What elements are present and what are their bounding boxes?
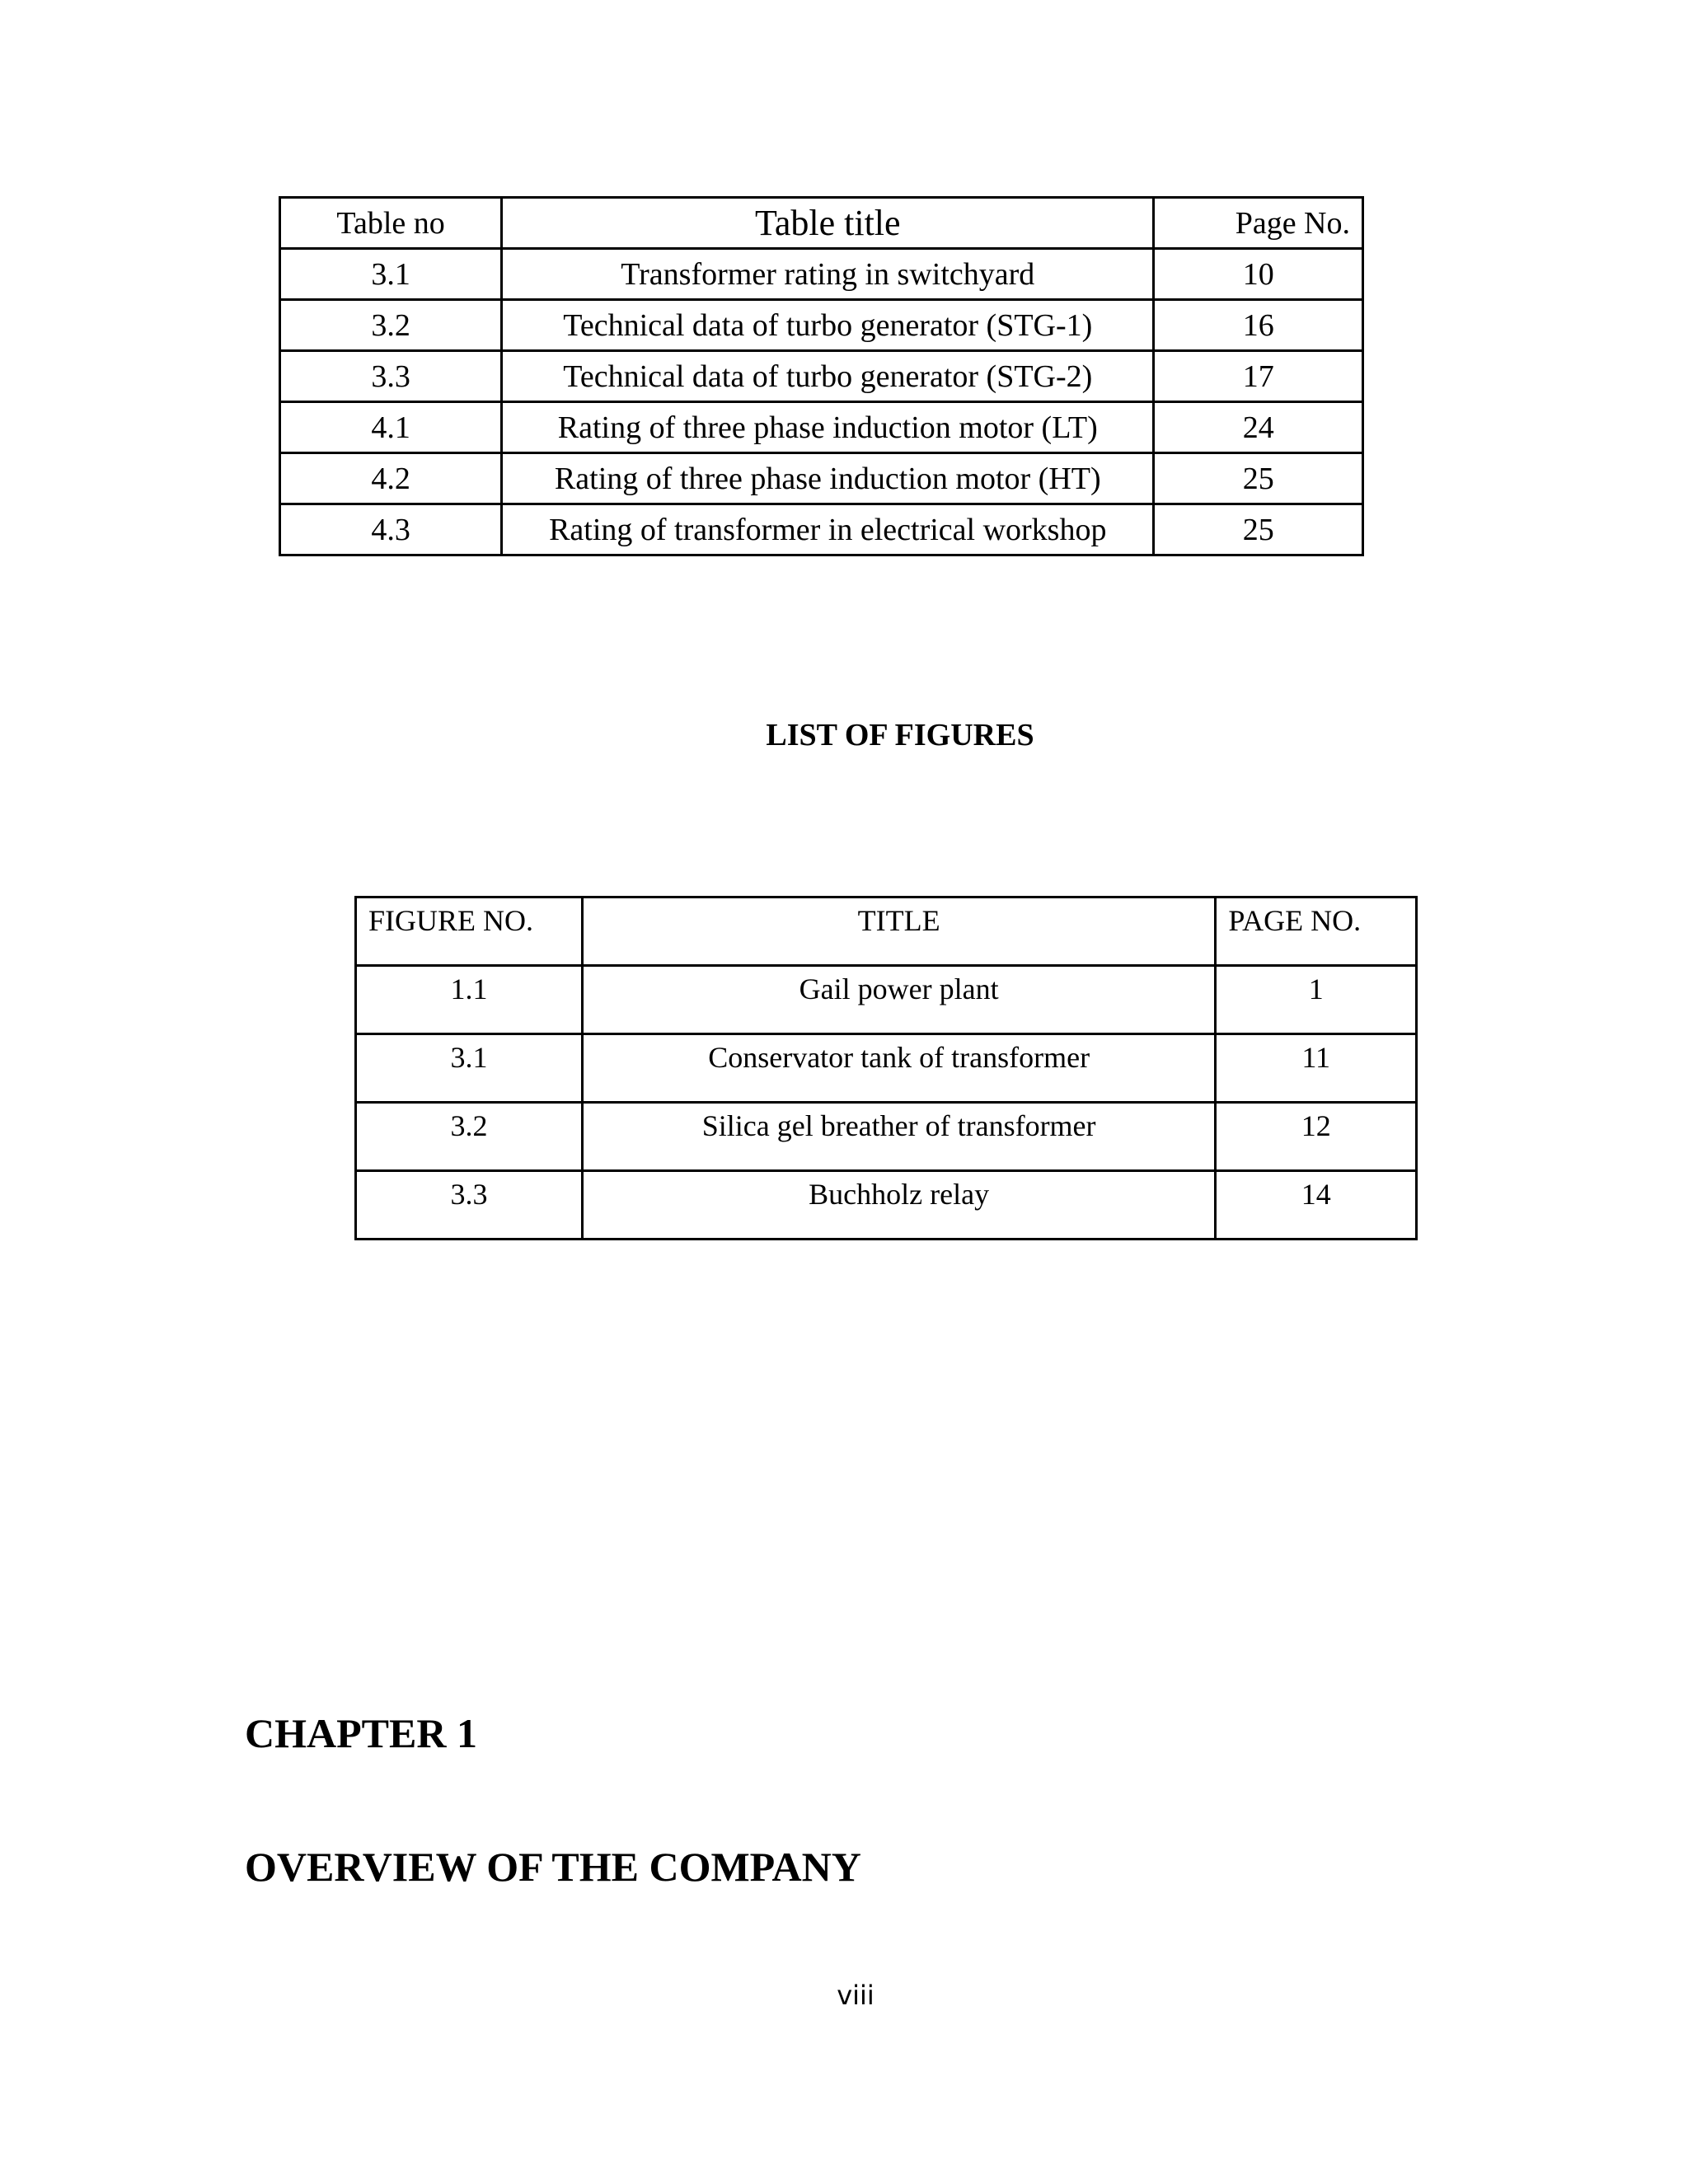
figures-header-row: [356, 898, 1417, 966]
table-page: 17: [1154, 351, 1363, 402]
header-figure-no: FIGURE NO.: [356, 898, 583, 966]
table-number: 3.2: [280, 300, 502, 351]
header-title: TITLE: [582, 898, 1216, 966]
figure-page: 1: [1216, 966, 1417, 1034]
table-row: [280, 249, 1363, 300]
header-page-no: PAGE NO.: [1216, 898, 1417, 966]
figure-title: Buchholz relay: [582, 1171, 1216, 1240]
chapter-number: CHAPTER 1: [245, 1710, 477, 1756]
figure-row: [356, 1103, 1417, 1171]
figure-number: 3.1: [356, 1034, 583, 1103]
figure-page: 11: [1216, 1034, 1417, 1103]
figure-title: Conservator tank of transformer: [582, 1034, 1216, 1103]
table-number: 4.2: [280, 453, 502, 504]
header-table-title: Table title: [502, 198, 1154, 249]
table-page: 25: [1154, 504, 1363, 555]
list-of-figures: [354, 896, 1418, 1240]
figure-page: 12: [1216, 1103, 1417, 1171]
header-table-no: Table no: [280, 198, 502, 249]
table-header-row: [280, 198, 1363, 249]
table-title: Technical data of turbo generator (STG-1): [502, 300, 1154, 351]
table-page: 24: [1154, 402, 1363, 453]
figure-row: [356, 1171, 1417, 1240]
chapter-title: OVERVIEW OF THE COMPANY: [245, 1844, 861, 1890]
figure-title: Silica gel breather of transformer: [582, 1103, 1216, 1171]
table-page: 25: [1154, 453, 1363, 504]
figure-title: Gail power plant: [582, 966, 1216, 1034]
table-number: 3.3: [280, 351, 502, 402]
table-row: [280, 504, 1363, 555]
table-title: Rating of three phase induction motor (LT): [502, 402, 1154, 453]
figure-row: [356, 1034, 1417, 1103]
table-row: [280, 453, 1363, 504]
table-row: [280, 402, 1363, 453]
table-number: 4.1: [280, 402, 502, 453]
figure-number: 3.3: [356, 1171, 583, 1240]
list-of-tables: [279, 196, 1364, 556]
table-number: 4.3: [280, 504, 502, 555]
table-page: 10: [1154, 249, 1363, 300]
table-number: 3.1: [280, 249, 502, 300]
header-page-no: Page No.: [1154, 198, 1363, 249]
table-row: [280, 300, 1363, 351]
figure-row: [356, 966, 1417, 1034]
list-of-figures-heading: LIST OF FIGURES: [766, 718, 1034, 752]
page-number: viii: [837, 1980, 874, 2011]
table-title: Rating of three phase induction motor (HT): [502, 453, 1154, 504]
figure-number: 3.2: [356, 1103, 583, 1171]
table-row: [280, 351, 1363, 402]
table-title: Rating of transformer in electrical workshop: [502, 504, 1154, 555]
figure-page: 14: [1216, 1171, 1417, 1240]
table-title: Transformer rating in switchyard: [502, 249, 1154, 300]
table-title: Technical data of turbo generator (STG-2): [502, 351, 1154, 402]
table-page: 16: [1154, 300, 1363, 351]
figure-number: 1.1: [356, 966, 583, 1034]
